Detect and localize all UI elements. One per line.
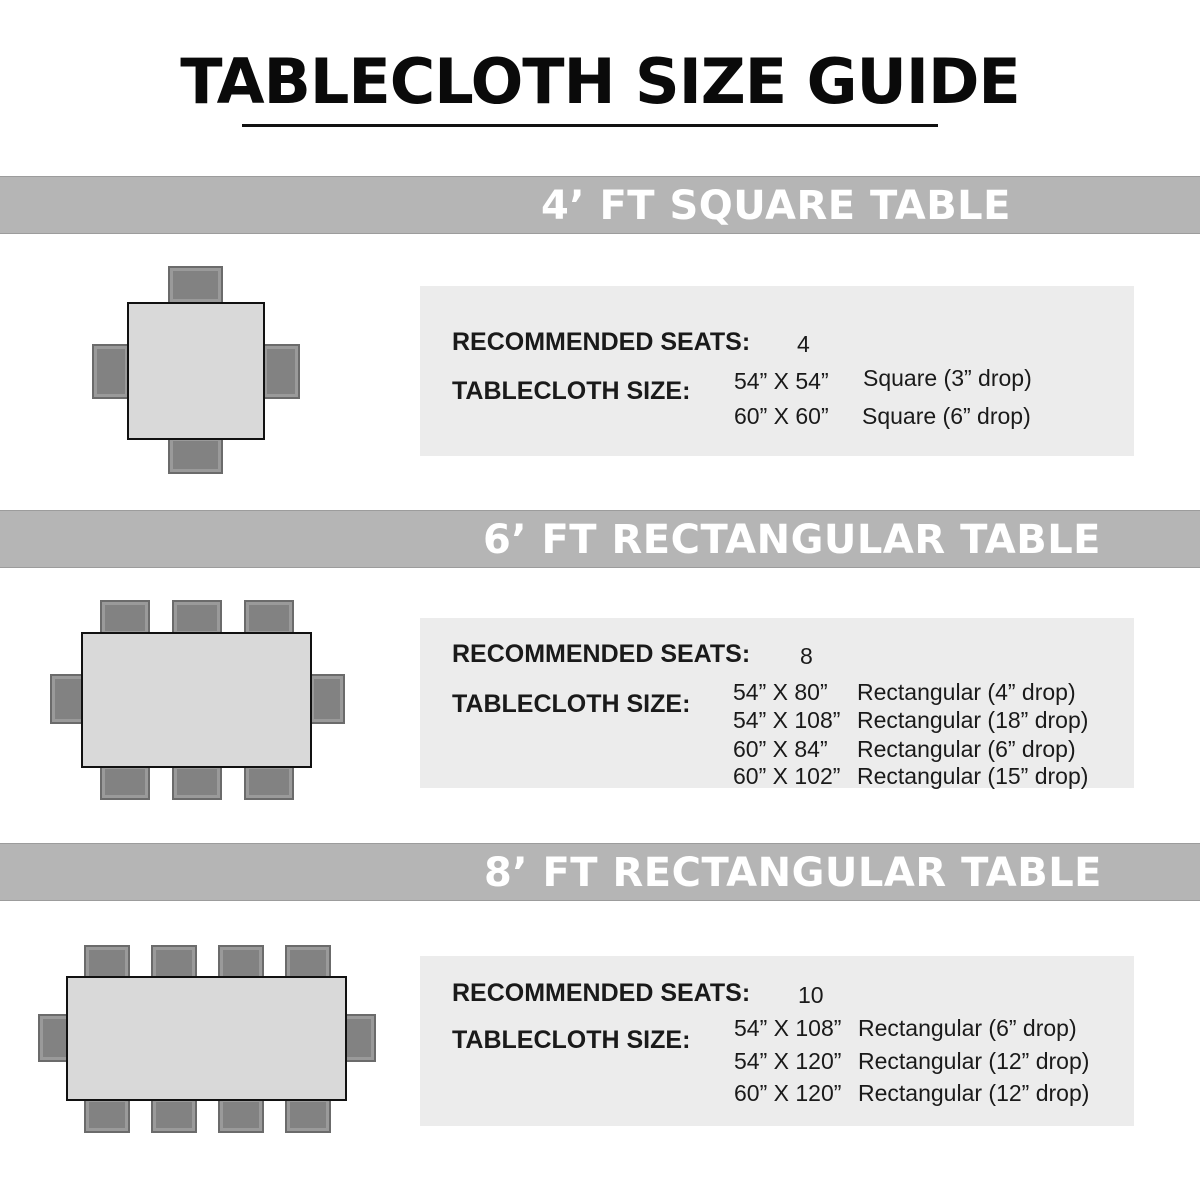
chair-icon <box>262 344 300 399</box>
size-desc: Rectangular (4” drop) <box>857 679 1076 705</box>
chair-icon <box>244 764 294 800</box>
chair-icon <box>84 1097 130 1133</box>
square-table-diagram <box>0 250 400 490</box>
size-desc: Rectangular (6” drop) <box>858 1015 1077 1041</box>
seats-label: RECOMMENDED SEATS: <box>452 328 751 356</box>
section-heading: 6’ FT RECTANGULAR TABLE <box>483 517 1102 563</box>
seats-value: 8 <box>800 643 813 669</box>
size-dims: 60” X 60” <box>734 403 829 429</box>
chair-icon <box>172 764 222 800</box>
8ft-table-diagram <box>0 935 400 1140</box>
size-dims: 60” X 120” <box>734 1080 842 1106</box>
info-box-square <box>420 286 1134 456</box>
size-label: TABLECLOTH SIZE: <box>452 1026 691 1054</box>
seats-label: RECOMMENDED SEATS: <box>452 979 751 1007</box>
page-title: TABLECLOTH SIZE GUIDE <box>180 45 1020 118</box>
table-top <box>66 976 347 1101</box>
section-band-8ft <box>0 843 1200 901</box>
size-desc: Rectangular (15” drop) <box>857 763 1089 789</box>
chair-icon <box>168 266 223 304</box>
info-box-6ft <box>420 618 1134 788</box>
chair-icon <box>244 600 294 636</box>
table-top <box>81 632 312 768</box>
chair-icon <box>342 1014 376 1062</box>
size-desc: Square (6” drop) <box>862 403 1031 429</box>
chair-icon <box>172 600 222 636</box>
section-heading: 8’ FT RECTANGULAR TABLE <box>484 850 1103 896</box>
chair-icon <box>151 1097 197 1133</box>
size-label: TABLECLOTH SIZE: <box>452 377 691 405</box>
seats-value: 4 <box>797 331 810 357</box>
size-dims: 54” X 54” <box>734 368 829 394</box>
chair-icon <box>218 1097 264 1133</box>
chair-icon <box>309 674 345 724</box>
section-band-square <box>0 176 1200 234</box>
size-desc: Rectangular (12” drop) <box>858 1048 1090 1074</box>
size-dims: 54” X 108” <box>733 707 841 733</box>
size-dims: 54” X 80” <box>733 679 828 705</box>
size-desc: Rectangular (6” drop) <box>857 736 1076 762</box>
seats-value: 10 <box>798 982 824 1008</box>
section-heading: 4’ FT SQUARE TABLE <box>541 183 1011 229</box>
chair-icon <box>92 344 130 399</box>
size-dims: 60” X 102” <box>733 763 841 789</box>
6ft-table-diagram <box>0 590 400 810</box>
chair-icon <box>168 436 223 474</box>
seats-label: RECOMMENDED SEATS: <box>452 640 751 668</box>
size-desc: Square (3” drop) <box>863 365 1032 391</box>
size-dims: 54” X 120” <box>734 1048 842 1074</box>
title-underline <box>242 124 938 127</box>
info-box-8ft <box>420 956 1134 1126</box>
size-dims: 54” X 108” <box>734 1015 842 1041</box>
size-label: TABLECLOTH SIZE: <box>452 690 691 718</box>
table-top <box>127 302 265 440</box>
chair-icon <box>285 1097 331 1133</box>
chair-icon <box>100 764 150 800</box>
size-desc: Rectangular (12” drop) <box>858 1080 1090 1106</box>
size-desc: Rectangular (18” drop) <box>857 707 1089 733</box>
section-band-6ft <box>0 510 1200 568</box>
chair-icon <box>100 600 150 636</box>
size-dims: 60” X 84” <box>733 736 828 762</box>
